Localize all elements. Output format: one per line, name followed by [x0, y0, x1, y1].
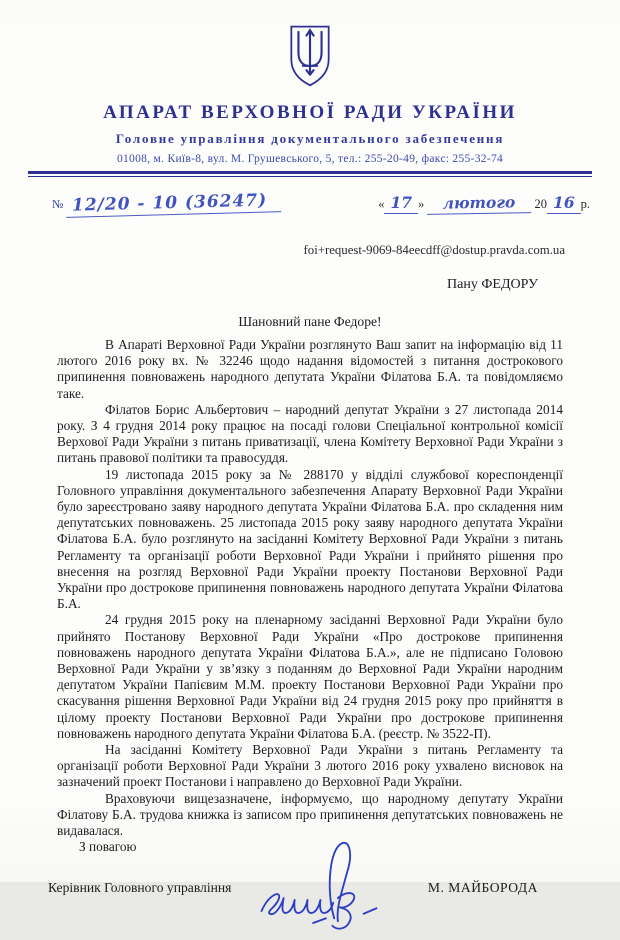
- closing-phrase: З повагою: [79, 839, 137, 855]
- reference-date: [378, 193, 590, 214]
- date-month-handwritten: лютого: [427, 192, 531, 215]
- signer-name: М. МАЙБОРОДА: [427, 879, 538, 895]
- org-name: АПАРАТ ВЕРХОВНОЇ РАДИ УКРАЇНИ: [103, 102, 517, 123]
- date-suffix: р.: [580, 197, 590, 211]
- ukraine-trident-emblem: [283, 24, 337, 86]
- header-divider: [28, 171, 592, 177]
- signature-block: [48, 880, 563, 896]
- reference-row: [52, 190, 590, 216]
- signer-title: Керівник Головного управління: [48, 879, 232, 895]
- paragraph-5: На засіданні Комітету Верховної Ради України з питань Регламенту та організації роботи Верховної Ради України 3 лютого 2016 року ухвалено висновок на зазначений проект Постанови і направлено до Верховної Ради України.: [57, 742, 563, 790]
- paragraph-4: 24 грудня 2015 року на пленарному засіданні Верховної Ради України було прийнято Постанову Верховної Ради України «Про дострокове припинення повноважень народного депутата України Філатова Б.А.», але не підписано Головою Верховної Ради України у зв’язку з поданням до Верховної Ради України народним депутатом України Папієвим М.М. проекту Постанови Верховної Ради України про скасування рішення Верховної Ради України від 24 грудня 2015 року про прийняття в цілому проекту Постанови Верховної Ради України про дострокове припинення повноважень народного депутата України Філатова Б.А. (реєстр. № 3522-П).: [57, 612, 563, 741]
- paragraph-1: В Апараті Верховної Ради України розглянуто Ваш запит на інформацію від 11 лютого 2016 року вх. № 32246 щодо надання відомостей з питання дострокового припинення повноважень народного депутата України Філатова Б.А. та повідомляємо таке.: [57, 337, 563, 401]
- ref-number-symbol: №: [52, 197, 64, 211]
- paragraph-3: 19 листопада 2015 року за № 288170 у відділі службової кореспонденції Головного управління документального забезпечення Апарату Верховної Ради України було зареєстровано заяву народного депутата України Філатова Б.А. про складення ним депутатських повноважень. 25 листопада 2015 року заяву народного депутата України Філатова Б.А. було розглянуто на засіданні Комітету Верховної Ради України з питань Регламенту та організації роботи Верховної Ради України і прийнято рішення про внесення на розгляд Верховної Ради України проекту Постанови Верховної Ради України про дострокове припинення повноважень народного депутата України Філатова Б.А.: [57, 466, 563, 612]
- paragraph-6: Враховуючи вищезазначене, інформуємо, що народному депутату України Філатову Б.А. трудова книжка із записом про припинення депутатських повноважень не видавалася.: [57, 790, 563, 839]
- department-name: Головне управління документального забезпечення: [115, 131, 505, 146]
- address-line: 01008, м. Київ-8, вул. М. Грушевського, 5, тел.: 255-20-49, факс: 255-32-74: [116, 153, 504, 165]
- letterhead: [0, 0, 620, 177]
- salutation: Шановний пане Федоре!: [238, 314, 382, 329]
- date-day-handwritten: 17: [384, 193, 418, 214]
- reference-number: [52, 190, 282, 216]
- date-year-handwritten: 16: [547, 193, 581, 214]
- recipient-name: Пану ФЕДОРУ: [447, 277, 538, 292]
- ref-number-value-handwritten: 12/20 - 10 (36247): [66, 190, 282, 218]
- paragraph-2: Філатов Борис Альбертович – народний депутат України з 27 листопада 2014 року. З 4 грудня 2014 року працює на посаді голови Спеціальної контрольної комісії Верхової Ради України з питань приватизації, члена Комітету Верховної Ради України з питань правової політики та правосуддя.: [57, 401, 563, 466]
- recipient-email: foi+request-9069-84eecdff@dostup.pravda.com.ua: [303, 243, 565, 257]
- letter-body: [57, 337, 563, 839]
- date-year-prefix: 20: [534, 197, 548, 211]
- date-open-quote: «: [378, 197, 385, 211]
- date-close-quote: »: [418, 197, 425, 211]
